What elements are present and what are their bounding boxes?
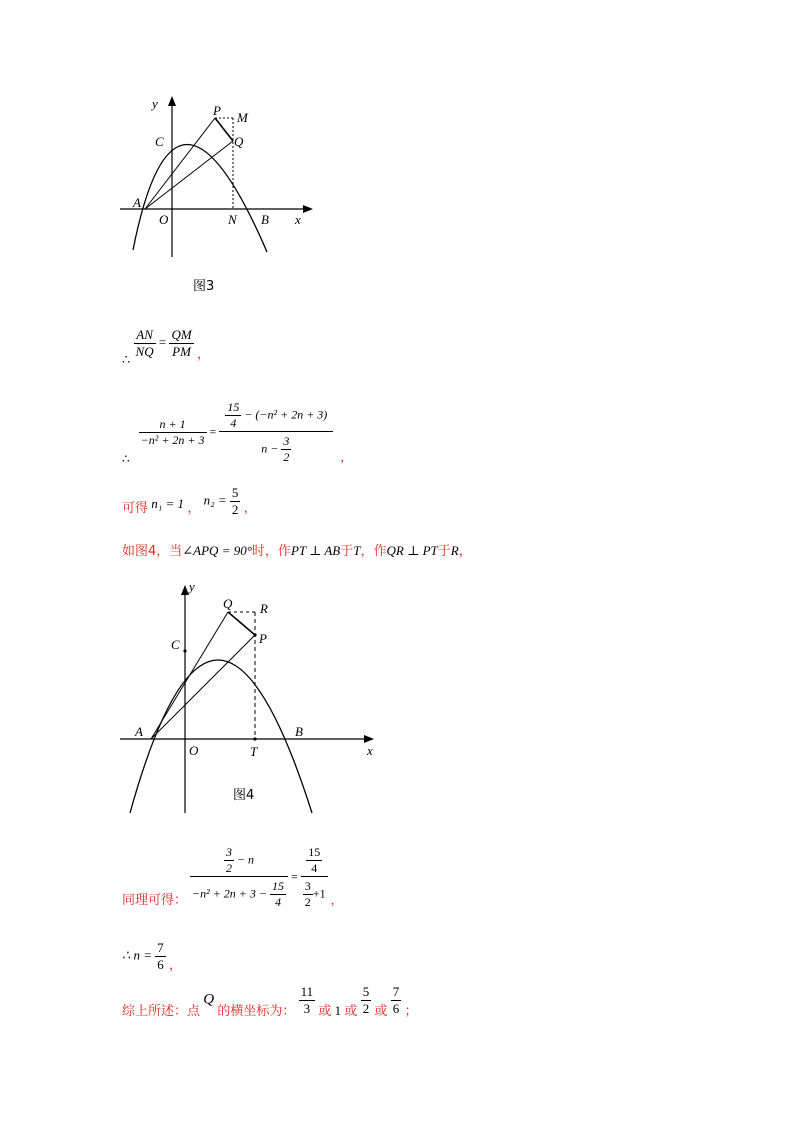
therefore-symbol: ∴ (122, 452, 130, 467)
point-C (183, 649, 186, 652)
result-n: ∴ n = $\frac{7}{6}$ ， (122, 940, 183, 973)
label-N: N (228, 212, 237, 227)
fraction-QM-PM: $\frac{QM}{PM}$ (171, 327, 192, 359)
fraction-left: $\frac{3}{2}$ − n −n² + 2n + 3 − $\frac{15}{4}$ (190, 845, 288, 910)
fraction-7-6: $\frac{7}{6}$ (392, 984, 400, 1016)
equation-similar: 同理可得： $\frac{3}{2}$ − n −n² + 2n + 3 − $\frac{15}{4}$ = $\frac{15}{4}$ $\frac{3}{2}$ +1 ， (122, 845, 343, 909)
label-x: x (367, 743, 373, 758)
label-A: A (135, 724, 143, 739)
label-y: y (152, 96, 158, 111)
label-x: x (295, 212, 301, 227)
label-A: A (133, 195, 141, 210)
label-R: R (260, 601, 268, 616)
label-y: y (189, 579, 195, 594)
point-T (253, 737, 256, 740)
label-P: P (259, 631, 267, 646)
conclusion-line: 综上所述：点 Q 的横坐标为： $\frac{11}{3}$ 或 1 或 $\frac{5}{2}$ 或 $\frac{7}{6}$ ； (122, 984, 418, 1020)
fraction-right: $\frac{15}{4}$ − (−n² + 2n + 3) n − $\frac{3}{2}$ (219, 400, 333, 465)
therefore-symbol: ∴ (122, 352, 131, 368)
y-axis-arrow (181, 585, 189, 595)
label-P: P (213, 103, 221, 118)
figure-4-caption: 图4 (233, 788, 255, 803)
case-statement: 如图4，当∠APQ = 90°时，作PT ⊥ AB于T，作QR ⊥ PT于R， (122, 543, 472, 559)
label-M: M (237, 110, 248, 125)
segment-QP (228, 612, 255, 635)
label-O: O (189, 743, 199, 758)
equation-ratio: ∴ $\frac{AN}{NQ}$ = $\frac{QM}{PM}$ ， (122, 327, 210, 368)
fraction-5-2: $\frac{5}{2}$ (362, 984, 370, 1016)
x-axis-arrow (364, 735, 374, 743)
figure-3-graph (115, 90, 320, 260)
segment-PQ (215, 118, 233, 141)
label-Q: Q (234, 134, 244, 149)
fraction-5-2: $\frac{5}{2}$ (231, 485, 239, 517)
fraction-7-6: $\frac{7}{6}$ (157, 940, 164, 972)
fraction-right: $\frac{15}{4}$ $\frac{3}{2}$ +1 (301, 845, 328, 910)
fraction-AN-NQ: $\frac{AN}{NQ}$ (135, 327, 154, 359)
x-axis-arrow (303, 205, 313, 213)
label-T: T (250, 744, 258, 759)
label-B: B (295, 724, 303, 739)
figure-3-caption: 图3 (193, 279, 215, 294)
equation-substituted: ∴ $\frac{n + 1}{\text{−n² + 2n + 3}}$ = $\frac{15}{4}$ − (−n² + 2n + 3) n − $\frac{3}{2}$ ， (122, 400, 353, 467)
parabola-curve (130, 660, 312, 813)
label-Q: Q (223, 596, 233, 611)
label-C: C (171, 637, 180, 652)
label-O: O (159, 212, 169, 227)
fraction-left: $\frac{n + 1}{\text{−n² + 2n + 3}}$ (140, 417, 205, 447)
point-P (253, 633, 256, 636)
label-C: C (155, 134, 164, 149)
y-axis-arrow (168, 96, 176, 106)
fraction-11-3: $\frac{11}{3}$ (300, 984, 314, 1016)
label-B: B (261, 212, 269, 227)
solutions-line: 可得 n₁ = 1 ， n₂ = $\frac{5}{2}$ ， (122, 485, 257, 517)
segment-AQ (151, 612, 228, 739)
segment-AP (151, 635, 255, 739)
